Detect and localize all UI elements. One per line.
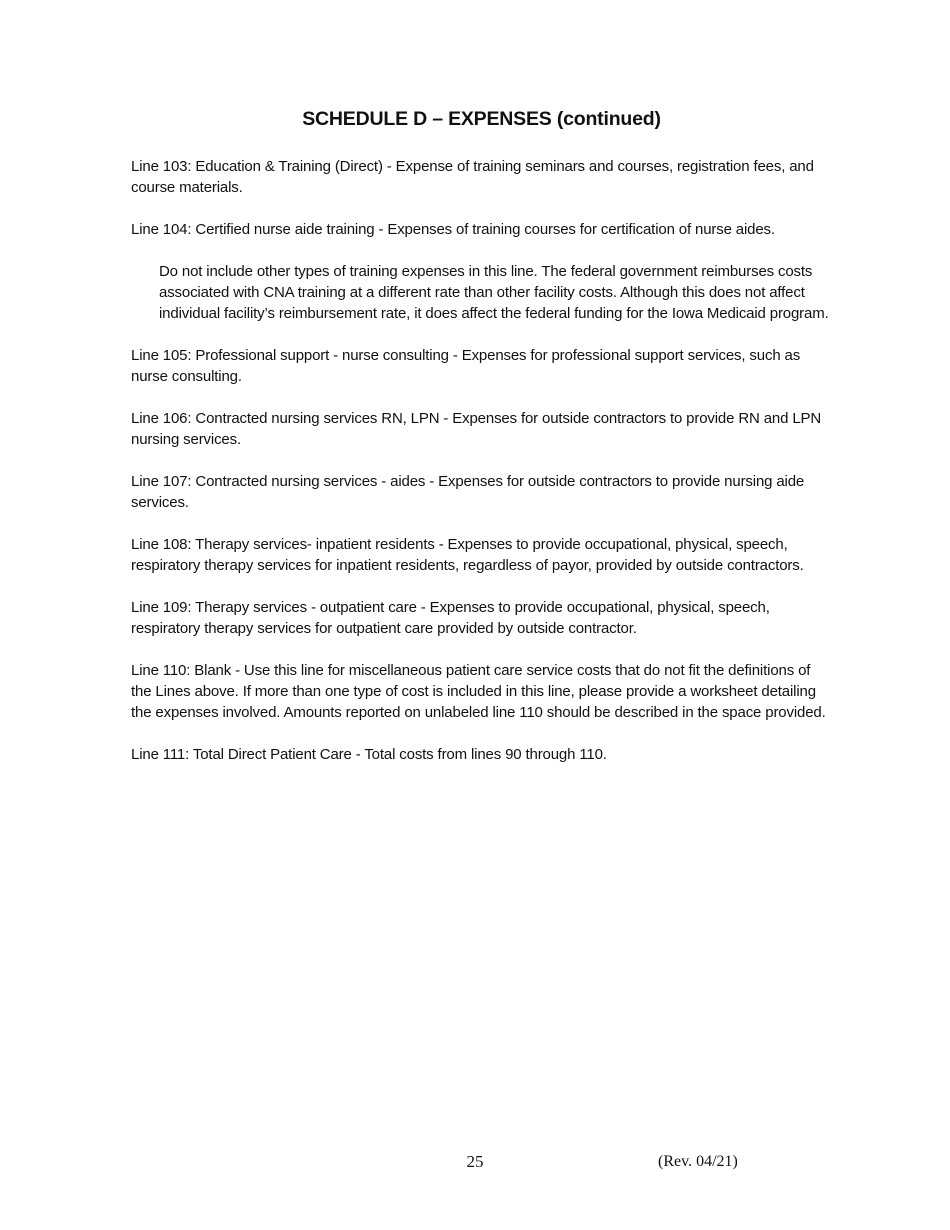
document-body <box>131 156 831 786</box>
page-number: 25 <box>466 1152 484 1171</box>
line-109-paragraph: Line 109: Therapy services - outpatient care - Expenses to provide occupational, physical, speech, respiratory therapy services for outpatient care provided by outside contractor. <box>131 599 770 637</box>
line-105-paragraph: Line 105: Professional support - nurse consulting - Expenses for professional support services, such as nurse consulting. <box>131 347 801 385</box>
page-title: SCHEDULE D – EXPENSES (continued) <box>302 108 661 130</box>
line-104-paragraph: Line 104: Certified nurse aide training - Expenses of training courses for certification of nurse aides. <box>131 221 775 238</box>
line-106-paragraph: Line 106: Contracted nursing services RN, LPN - Expenses for outside contractors to provide RN and LPN nursing services. <box>131 410 822 448</box>
line-110-paragraph: Line 110: Blank - Use this line for miscellaneous patient care service costs that do not fit the definitions of the Lines above. If more than one type of cost is included in this line, please provide a worksheet detailing the expenses involved. Amounts reported on unlabeled line 110 should be described in the space provided. <box>131 662 826 721</box>
line-107-paragraph: Line 107: Contracted nursing services - aides - Expenses for outside contractors to provide nursing aide services. <box>131 473 805 511</box>
line-103-paragraph: Line 103: Education & Training (Direct) - Expense of training seminars and courses, registration fees, and course materials. <box>131 158 814 196</box>
line-111-paragraph: Line 111: Total Direct Patient Care - Total costs from lines 90 through 110. <box>131 746 607 763</box>
revision-label: (Rev. 04/21) <box>658 1153 738 1170</box>
line-108-paragraph: Line 108: Therapy services- inpatient residents - Expenses to provide occupational, physical, speech, respiratory therapy services for inpatient residents, regardless of payor, provided by outside contractors. <box>131 536 804 574</box>
cna-training-note: Do not include other types of training expenses in this line. The federal government reimburses costs associated with CNA training at a different rate than other facility costs. Although this does not affect individual facility’s reimbursement rate, it does affect the federal funding for the Iowa Medicaid program. <box>159 263 829 322</box>
